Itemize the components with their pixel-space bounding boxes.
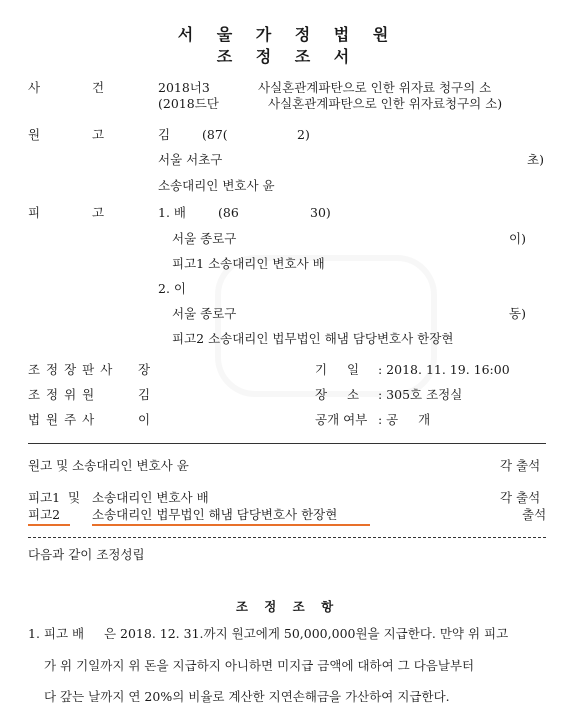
plaintiff-id-end: 2) — [297, 127, 310, 142]
plaintiff-name: 김 — [158, 127, 171, 142]
hearing-date-value: : 2018. 11. 19. 16:00 — [378, 362, 510, 377]
public-label: 공개 여부 — [315, 412, 368, 427]
hearing-place-value: : 305호 조정실 — [378, 387, 463, 402]
attendance-defendant1-status: 각 출석 — [500, 490, 541, 505]
defendant1-id-end: 30) — [310, 205, 331, 220]
highlight-underline-2 — [92, 524, 370, 526]
attendance-defendant2: 피고2 — [28, 507, 61, 522]
attendance-plaintiff: 원고 및 소송대리인 변호사 윤 — [28, 458, 189, 473]
plaintiff-address-end: 초) — [527, 152, 544, 167]
defendant2-address: 서울 종로구 — [172, 306, 237, 321]
plaintiff-agent: 소송대리인 변호사 윤 — [158, 178, 275, 193]
plaintiff-label-2: 고 — [92, 127, 105, 142]
court-name: 서 울 가 정 법 원 — [177, 25, 398, 44]
defendant1-address: 서울 종로구 — [172, 231, 237, 246]
defendant-label-1: 피 — [28, 205, 41, 220]
defendant1-id-start: (86 — [218, 205, 239, 220]
defendant-label-2: 고 — [92, 205, 105, 220]
terms-line-1: 1. 피고 배 은 2018. 12. 31.까지 원고에게 50,000,000원을 지급한다. 만약 위 피고 — [28, 626, 509, 641]
defendant1-agent: 피고1 소송대리인 변호사 배 — [172, 256, 325, 271]
defendant2-name: 2. 이 — [158, 281, 186, 296]
hearing-date-label: 기 일 — [315, 362, 360, 377]
terms-heading: 조 정 조 항 — [235, 599, 340, 614]
attendance-plaintiff-status: 각 출석 — [500, 458, 541, 473]
mediation-result: 다음과 같이 조정성립 — [28, 547, 145, 562]
hearing-place-label: 장 소 — [315, 387, 360, 402]
terms-line-2: 가 위 기일까지 위 돈을 지급하지 아니하면 미지급 금액에 대하여 그 다음날부터 — [44, 658, 475, 673]
document-title: 조 정 조 서 — [216, 47, 359, 66]
divider-top — [28, 443, 546, 444]
defendant1-name: 1. 배 — [158, 205, 186, 220]
court-clerk-name: 이 — [138, 412, 151, 427]
plaintiff-id-start: (87( — [202, 127, 228, 142]
mediation-member-label: 조 정 위 원 — [28, 387, 96, 402]
defendant2-address-end: 동) — [509, 306, 526, 321]
defendant2-agent: 피고2 소송대리인 법무법인 해냄 담당변호사 한장현 — [172, 331, 454, 346]
original-case-title: 사실혼관계파탄으로 인한 위자료청구의 소) — [268, 96, 503, 111]
case-title: 사실혼관계파탄으로 인한 위자료 청구의 소 — [258, 80, 492, 95]
case-label-2: 건 — [92, 80, 105, 95]
original-case-number: (2018드단 — [158, 96, 219, 111]
terms-line-3: 다 갚는 날까지 연 20%의 비율로 계산한 지연손해금을 가산하여 지급한다. — [44, 689, 450, 704]
highlight-underline-1 — [28, 524, 70, 526]
mediation-judge-name: 장 — [138, 362, 151, 377]
attendance-defendant2-status: 출석 — [522, 507, 547, 522]
case-number: 2018너3 — [158, 80, 210, 95]
mediation-judge-label: 조 정 장 판 사 — [28, 362, 114, 377]
attendance-defendant1: 피고1 및 소송대리인 변호사 배 — [28, 490, 209, 505]
defendant1-address-end: 이) — [509, 231, 526, 246]
public-value: : 공 개 — [378, 412, 431, 427]
plaintiff-label-1: 원 — [28, 127, 41, 142]
court-clerk-label: 법 원 주 사 — [28, 412, 96, 427]
case-label-1: 사 — [28, 80, 41, 95]
attendance-defendant2-agent: 소송대리인 법무법인 해냄 담당변호사 한장현 — [92, 507, 338, 522]
divider-dashed — [28, 537, 546, 538]
mediation-member-name: 김 — [138, 387, 151, 402]
plaintiff-address: 서울 서초구 — [158, 152, 223, 167]
